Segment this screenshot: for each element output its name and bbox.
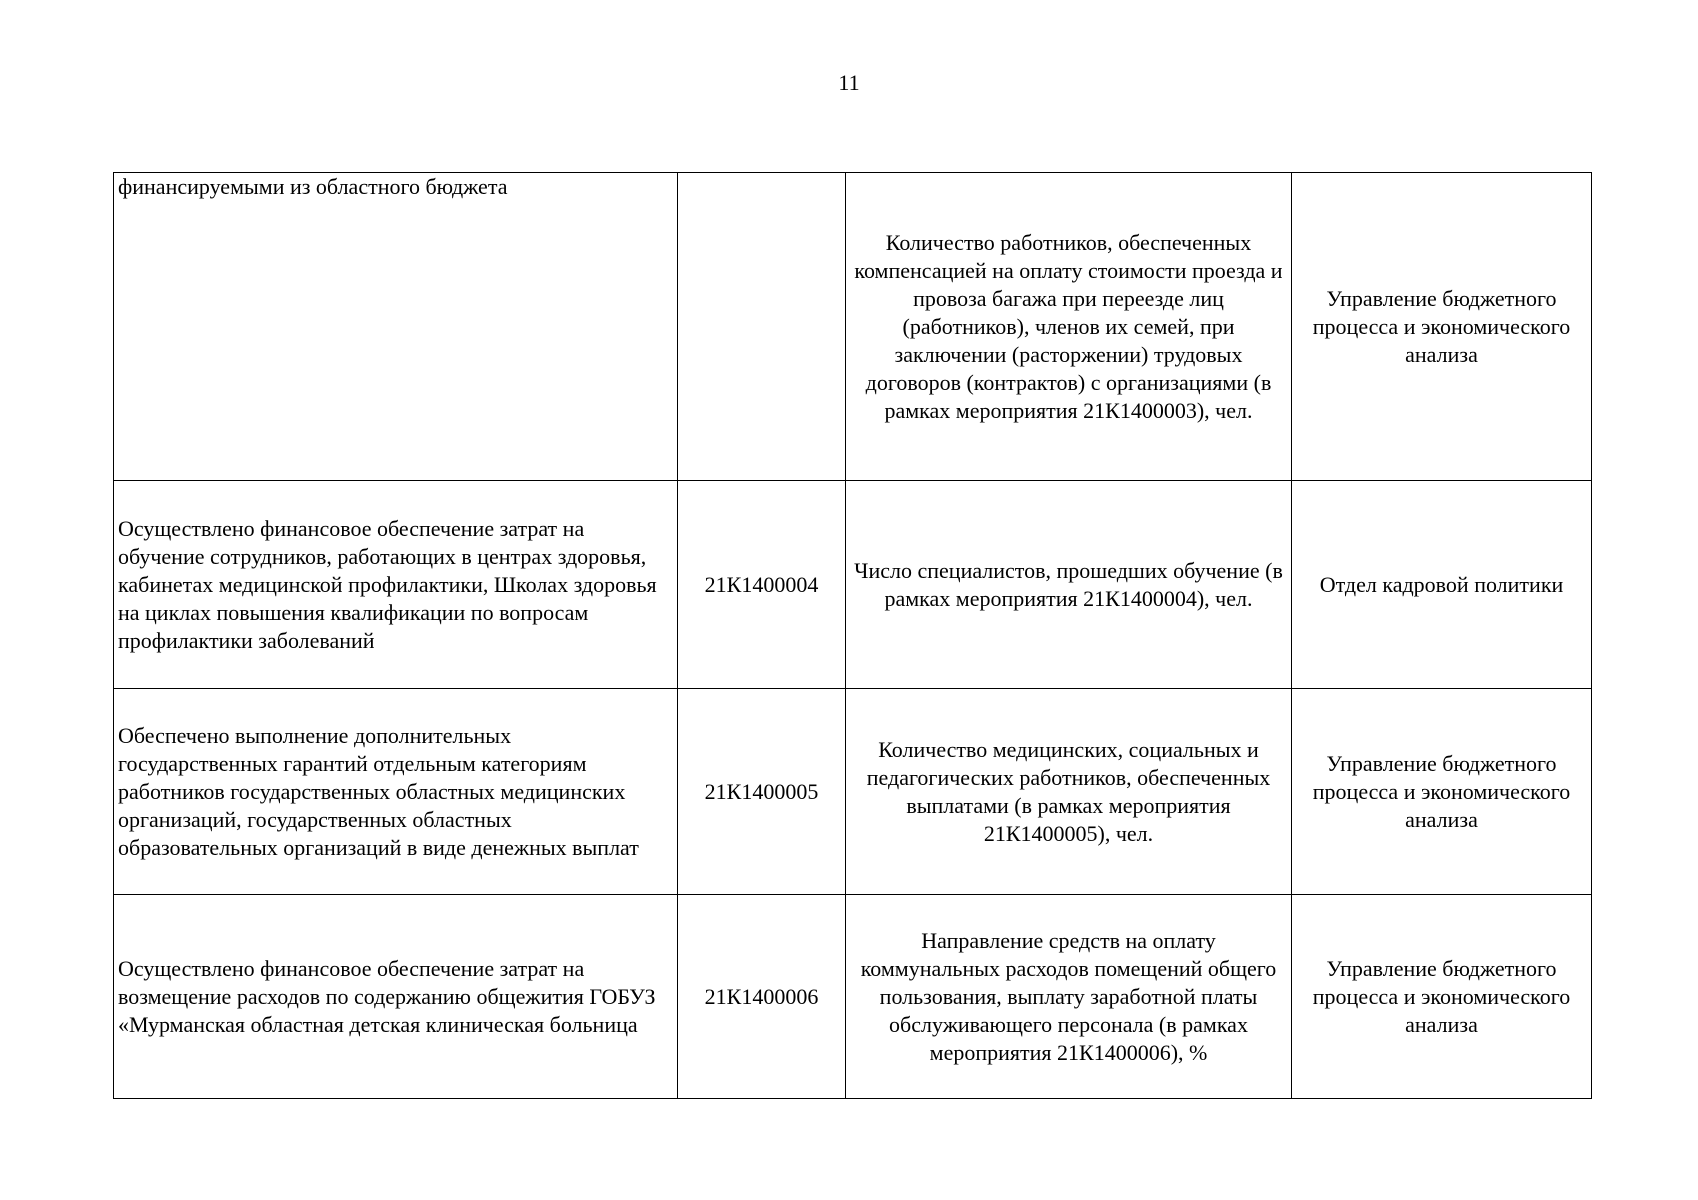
table-row [114,689,1592,895]
table-row [114,173,1592,481]
measure-code: 21К1400004 [704,571,819,597]
indicator-text: Количество медицинских, социальных и педагогических работников, обеспеченных выплатами (в рамках мероприятия 21К1400005), чел. [866,736,1271,846]
measure-description-cell [114,481,678,689]
measure-description: финансируемыми из областного бюджета [118,174,508,199]
measure-description: Осуществлено финансовое обеспечение затрат на возмещение расходов по содержанию общежития ГОБУЗ «Мурманская областная детская клиническая больница [118,955,656,1037]
measure-description: Обеспечено выполнение дополнительных государственных гарантий отдельным категориям работников государственных областных медицинских организаций, государственных областных образовательных организаций в виде денежных выплат [118,722,639,860]
measure-code-cell [678,481,846,689]
page-number: 11 [838,70,860,95]
responsible-unit: Управление бюджетного процесса и экономического анализа [1312,750,1571,832]
indicator-cell [846,895,1292,1099]
measure-code-cell [678,689,846,895]
measure-code: 21К1400005 [704,778,819,804]
indicator-cell [846,173,1292,481]
responsible-cell [1292,689,1592,895]
measure-description-cell [114,689,678,895]
indicator-cell [846,689,1292,895]
measures-table [113,172,1592,1099]
measure-description-cell [114,895,678,1099]
responsible-unit: Управление бюджетного процесса и экономического анализа [1312,285,1571,367]
responsible-unit: Отдел кадровой политики [1319,571,1564,597]
responsible-cell [1292,895,1592,1099]
measure-code: 21К1400006 [704,983,819,1009]
table-row [114,895,1592,1099]
indicator-text: Число специалистов, прошедших обучение (в рамках мероприятия 21К1400004), чел. [854,557,1283,611]
table-row [114,481,1592,689]
measure-code-cell [678,173,846,481]
responsible-cell [1292,481,1592,689]
measure-code-cell [678,895,846,1099]
indicator-text: Направление средств на оплату коммунальных расходов помещений общего пользования, выплату заработной платы обслуживающего персонала (в рамках мероприятия 21К1400006), % [860,927,1277,1065]
responsible-cell [1292,173,1592,481]
measure-description-cell [114,173,678,481]
measure-description: Осуществлено финансовое обеспечение затрат на обучение сотрудников, работающих в центрах здоровья, кабинетах медицинской профилактики, Школах здоровья на циклах повышения квалификации по вопросам профилактики заболеваний [118,515,657,653]
indicator-cell [846,481,1292,689]
responsible-unit: Управление бюджетного процесса и экономического анализа [1312,955,1571,1037]
indicator-text: Количество работников, обеспеченных компенсацией на оплату стоимости проезда и провоза багажа при переезде лиц (работников), членов их семей, при заключении (расторжении) трудовых договоров (контрактов) с организациями (в рамках мероприятия 21К1400003), чел. [854,229,1283,423]
